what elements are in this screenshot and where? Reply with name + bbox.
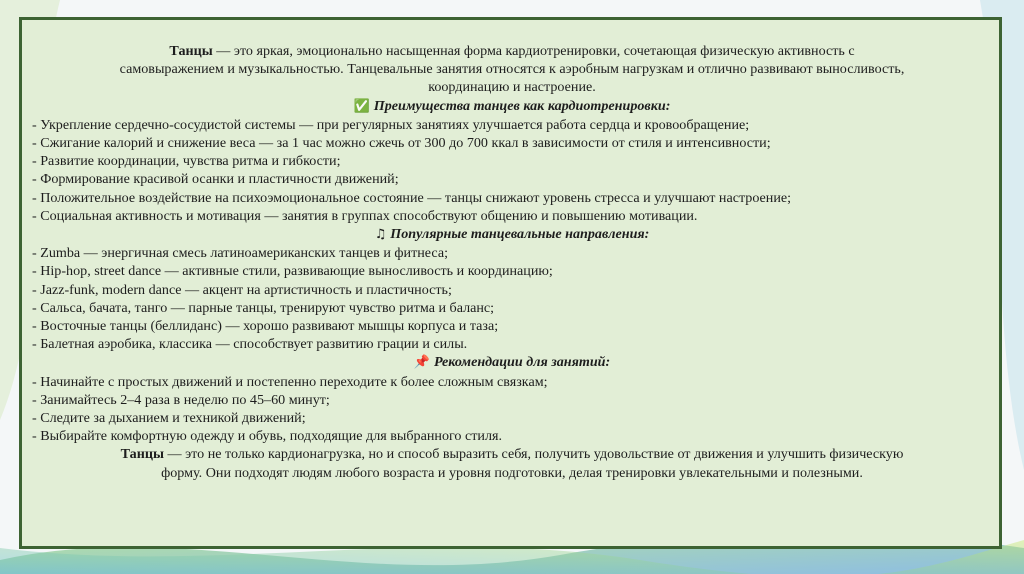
content-card (19, 17, 1002, 549)
benefits-heading-text: Преимущества танцев как кардиотренировки: (373, 97, 671, 114)
list-item: - Сальса, бачата, танго — парные танцы, тренируют чувство ритма и баланс; (32, 299, 495, 316)
list-item: - Формирование красивой осанки и пластичности движений; (32, 171, 399, 188)
list-item: - Восточные танцы (беллиданс) — хорошо развивают мышцы корпуса и таза; (32, 318, 499, 335)
list-item: - Выбирайте комфортную одежду и обувь, подходящие для выбранного стиля. (32, 428, 502, 445)
list-item: - Положительное воздействие на психоэмоциональное состояние — танцы снижают уровень стресса и улучшают настроение; (32, 189, 792, 206)
list-item: - Сжигание калорий и снижение веса — за 1 час можно сжечь от 300 до 700 ккал в зависимости от стиля и интенсивности; (32, 135, 771, 152)
conclusion-term: Танцы (120, 446, 164, 463)
intro-line-2: самовыражением и музыкальностью. Танцевальные занятия относятся к аэробным нагрузкам и отлично развивают выносливость, (119, 61, 905, 78)
list-item: - Следите за дыханием и техникой движений; (32, 410, 306, 427)
list-item: - Социальная активность и мотивация — занятия в группах способствуют общению и повышению мотивации. (32, 207, 698, 224)
list-item: - Начинайте с простых движений и постепенно переходите к более сложным связкам; (32, 373, 548, 390)
benefits-heading (32, 97, 992, 116)
conclusion-text-1: — это не только кардионагрузка, но и способ выразить себя, получить удовольствие от движения и улучшить физическую (163, 446, 904, 463)
list-item: - Занимайтесь 2–4 раза в неделю по 45–60 минут; (32, 391, 330, 408)
intro-line-1 (32, 42, 992, 60)
list-item: - Hip-hop, street dance — активные стили, развивающие выносливость и координацию; (32, 263, 553, 280)
checkmark-icon: ✅ (353, 98, 370, 114)
conclusion-line-2: форму. Они подходят людям любого возраста и уровня подготовки, делая тренировки увлекательными и полезными. (161, 464, 863, 481)
conclusion-line-1 (32, 445, 992, 463)
pushpin-icon: 📌 (413, 355, 430, 371)
tips-heading-text: Рекомендации для занятий: (433, 354, 611, 371)
intro-term: Танцы (169, 43, 213, 59)
intro-line-3: координацию и настроение. (428, 79, 596, 96)
tips-heading (32, 353, 992, 372)
list-item: - Развитие координации, чувства ритма и гибкости; (32, 153, 341, 170)
list-item: - Jazz-funk, modern dance — акцент на артистичность и пластичность; (32, 281, 452, 298)
list-item: - Балетная аэробика, классика — способствует развитию грации и силы. (32, 336, 468, 353)
intro-text-1: — это яркая, эмоционально насыщенная форма кардиотренировки, сочетающая физическую активность с (212, 43, 855, 59)
styles-heading-text: Популярные танцевальные направления: (390, 226, 650, 243)
styles-heading (32, 225, 992, 244)
music-notes-icon: ♫ (374, 227, 387, 243)
card-text (32, 42, 992, 482)
list-item: - Укрепление сердечно-сосудистой системы — при регулярных занятиях улучшается работа сердца и кровообращение; (32, 116, 750, 133)
list-item: - Zumba — энергичная смесь латиноамериканских танцев и фитнеса; (32, 245, 449, 262)
